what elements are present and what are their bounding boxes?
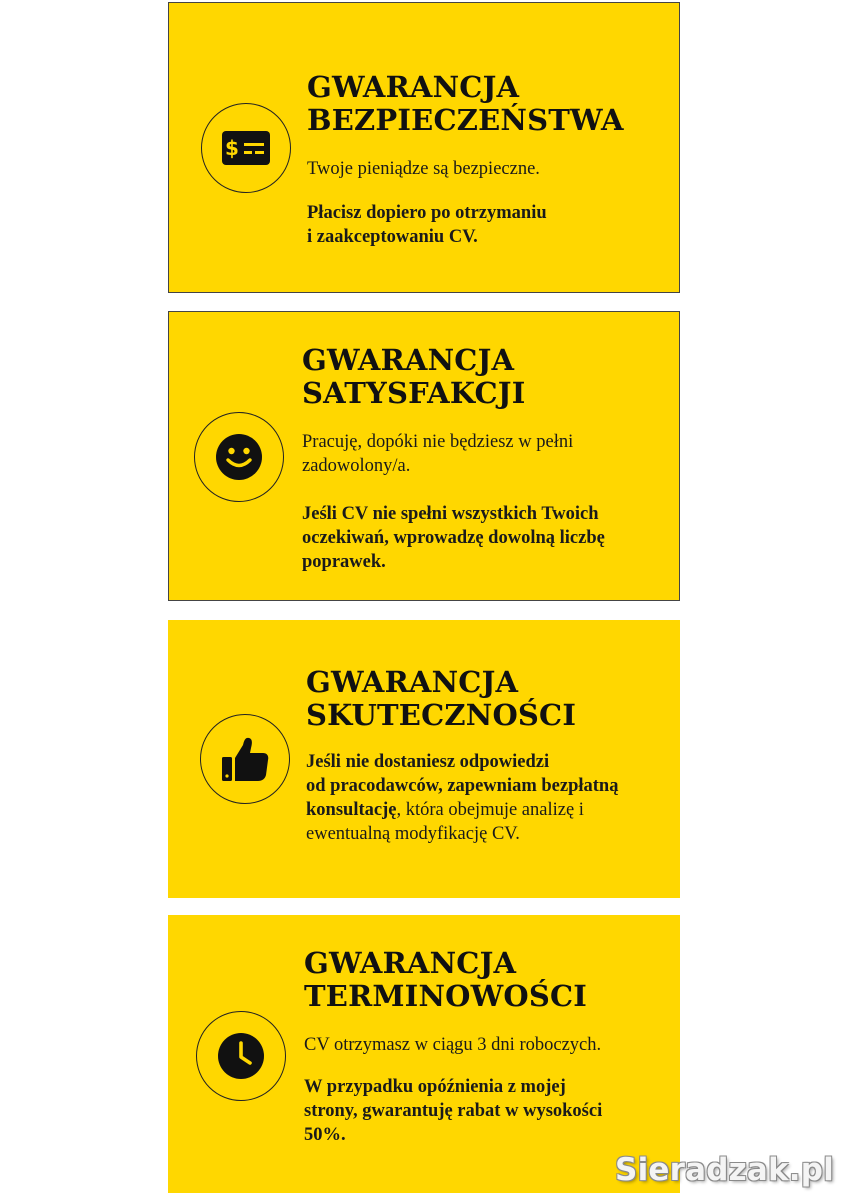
card-text <box>306 750 672 846</box>
icon-circle <box>194 412 284 502</box>
card-title-line: SKUTECZNOŚCI <box>306 698 577 732</box>
card-content <box>304 947 672 1147</box>
smiley-icon <box>215 433 263 481</box>
text-line <box>306 798 672 822</box>
card-content <box>306 666 672 846</box>
guarantee-card-timeliness <box>168 915 680 1193</box>
card-text <box>302 430 671 478</box>
card-title-line: GWARANCJA <box>306 665 519 699</box>
text-line: W przypadku opóźnienia z mojej <box>304 1077 566 1097</box>
card-title-line: SATYSFAKCJI <box>302 376 526 410</box>
icon-circle <box>201 103 291 193</box>
card-text-bold <box>302 502 671 574</box>
card-content <box>307 71 671 249</box>
card-text-bold <box>304 1075 672 1147</box>
watermark: Sieradzak.pl <box>615 1152 834 1188</box>
text-line: Pracuję, dopóki nie będziesz w pełni <box>302 432 574 452</box>
text-line: i zaakceptowaniu CV. <box>307 227 478 247</box>
card-title <box>302 344 671 410</box>
card-title-line: GWARANCJA <box>304 946 517 980</box>
card-content <box>302 344 671 574</box>
clock-icon <box>217 1032 265 1080</box>
card-text: Twoje pieniądze są bezpieczne. <box>307 159 540 179</box>
text-line: 50%. <box>304 1125 346 1145</box>
text-line: Płacisz dopiero po otrzymaniu <box>307 203 547 223</box>
guarantee-card-satisfaction <box>168 311 680 601</box>
text-emphasis: konsultację <box>306 800 397 820</box>
icon-circle <box>196 1011 286 1101</box>
text-fragment: , która obejmuje analizę i <box>396 800 584 820</box>
guarantee-card-security <box>168 2 680 293</box>
icon-circle <box>200 714 290 804</box>
text-line: Jeśli nie dostaniesz odpowiedzi <box>306 752 550 772</box>
card-title <box>304 947 672 1013</box>
text-line: strony, gwarantuję rabat w wysokości <box>304 1101 603 1121</box>
thumbs-up-icon <box>221 735 269 783</box>
card-title-line: GWARANCJA <box>302 343 515 377</box>
text-line: od pracodawców, zapewniam bezpłatną <box>306 776 619 796</box>
guarantee-card-effectiveness <box>168 620 680 898</box>
card-text: CV otrzymasz w ciągu 3 dni roboczych. <box>304 1035 602 1055</box>
text-line: ewentualną modyfikację CV. <box>306 824 520 844</box>
text-line: zadowolony/a. <box>302 456 411 476</box>
dollar-card-icon <box>222 131 270 165</box>
card-title-line: BEZPIECZEŃSTWA <box>307 103 624 137</box>
text-line: oczekiwań, wprowadzę dowolną liczbę <box>302 528 605 548</box>
card-text-bold <box>307 201 671 249</box>
text-line: Jeśli CV nie spełni wszystkich Twoich <box>302 504 599 524</box>
text-line: poprawek. <box>302 552 386 572</box>
card-title <box>306 666 672 732</box>
card-title-line: TERMINOWOŚCI <box>304 979 588 1013</box>
card-title-line: GWARANCJA <box>307 70 520 104</box>
svg-text:$: $ <box>225 136 239 160</box>
card-title <box>307 71 671 137</box>
